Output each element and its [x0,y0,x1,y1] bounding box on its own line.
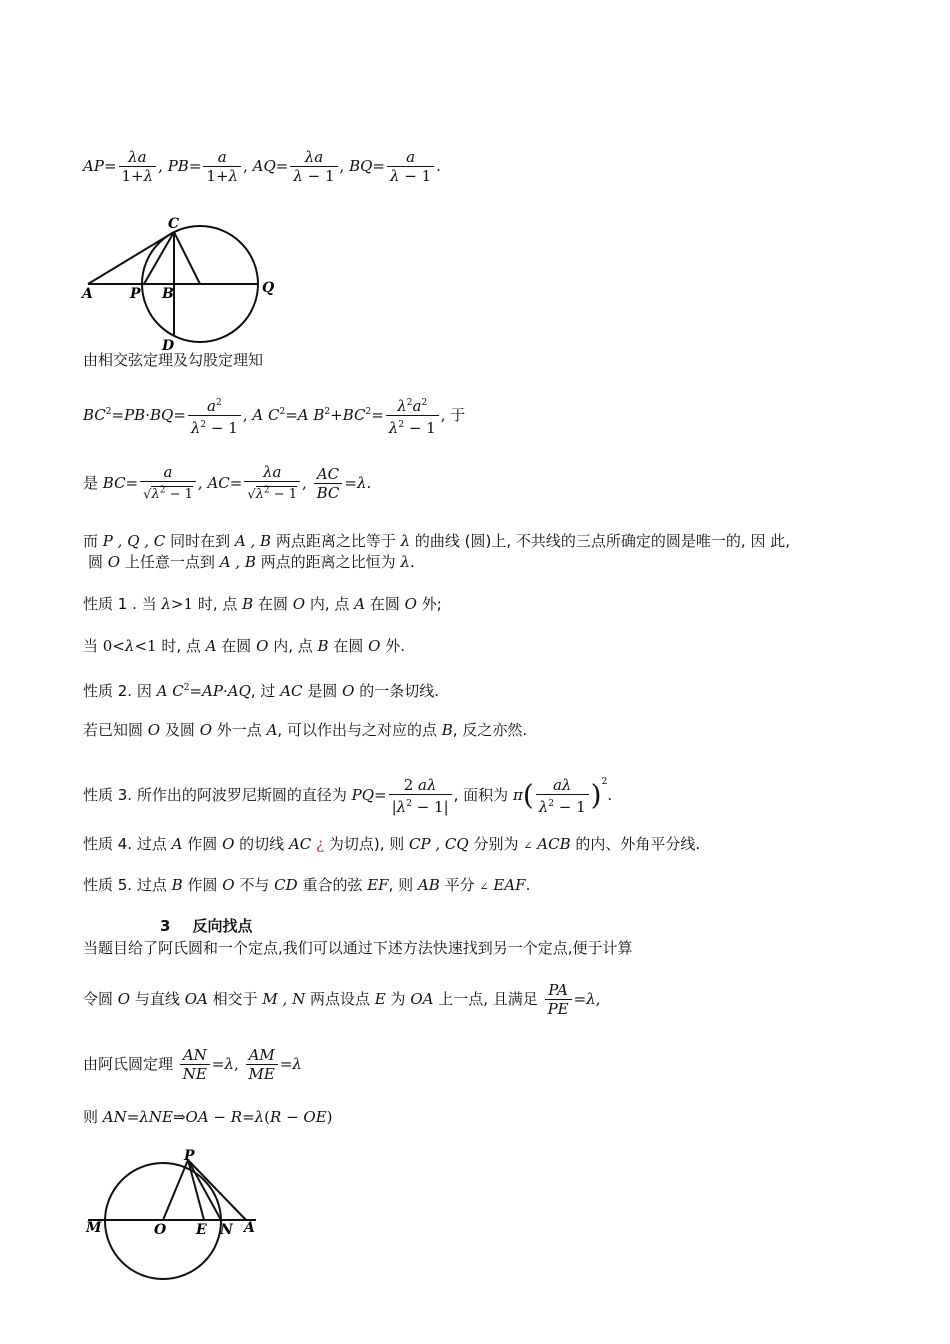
text-property-5: 性质 5. 过点 B 作圆 O 不与 CD 重合的弦 EF, 则 AB 平分 ∠ EAF. [83,876,531,894]
text-apollonius-theorem: 由阿氏圆定理 $\frac{AN}{NE}$ =λ, $\frac{AM}{ME}$ =λ [83,1046,302,1083]
text-intro: 当题目给了阿氏圆和一个定点,我们可以通过下述方法快速找到另一个定点,便于计算 [83,939,633,957]
text-circle-unique-1: 而 P , Q , C 同时在到 A , B 两点距离之比等于 λ 的曲线 (圆)上, 不共线的三点所确定的圆是唯一的, 因 此, [83,532,790,550]
section-title: 反向找点 [192,917,253,935]
text-property-4: 性质 4. 过点 A 作圆 O 的切线 AC ¿ 为切点), 则 CP , CQ 分别为 ∠ ACB 的内、外角平分线. [83,835,701,853]
label-A: A [244,1220,255,1236]
text-circle-unique-2: 圆 O 上任意一点到 A , B 两点的距离之比恒为 λ. [88,553,415,571]
text-property-3: 性质 3. 所作出的阿波罗尼斯圆的直径为 PQ= $\frac{2 a\lambda}{|\lambda^2 - 1|}$ , 面积为 π( $\frac{a\lambda}{\lambda^2 - 1}$ )$^2$. [83,775,613,816]
diagram-reverse-point [84,1148,274,1284]
text-then: 则 AN=λNE⇒OA − R=λ(R − OE) [83,1108,333,1126]
formula-line-1: AP= $\frac{\lambda a}{1+\lambda}$ , PB= $\frac{a}{1+\lambda}$ , AQ= $\frac{\lambda a}{\lambda - 1}$ , BQ= $\frac{a}{\lambda - 1}$ . [83,148,441,185]
label-A: A [82,286,93,302]
label-O: O [154,1222,167,1238]
section-number: 3 [160,917,171,935]
formula-bc-squared: $BC^2=PB\cdot BQ=$ $\frac{a^2}{\lambda^2 - 1}$ , A $C^2=A$ $B^2+BC^2=$ $\frac{\lambda^2a^2}{\lambda^2 - 1}$ , 于 [83,394,465,437]
text-property-1: 性质 1 . 当 λ>1 时, 点 B 在圆 O 内, 点 A 在圆 O 外; [83,595,442,613]
text-known-circle: 若已知圆 O 及圆 O 外一点 A, 可以作出与之对应的点 B, 反之亦然. [83,721,528,739]
section-heading [160,916,252,936]
text-property-1-case2: 当 0<λ<1 时, 点 A 在圆 O 内, 点 B 在圆 O 外. [83,637,405,655]
label-N: N [220,1222,233,1238]
text-let-circle: 令圆 O 与直线 OA 相交于 M , N 两点设点 E 为 OA 上一点, 且满足 $\frac{PA}{PE}$ =λ, [83,981,601,1018]
label-C: C [168,216,180,232]
label-D: D [162,338,175,354]
label-B: B [162,286,174,302]
label-Q: Q [262,280,275,296]
label-M: M [86,1220,102,1236]
label-P: P [184,1148,195,1164]
label-E: E [196,1222,207,1238]
text-property-2: 性质 2. 因 A $C^2=AP\cdot AQ$, 过 AC 是圆 O 的一条切线. [83,682,439,700]
label-P: P [130,286,141,302]
diagram-apollonius-circle [78,214,288,354]
formula-bc-ac: 是 BC= $\frac{a}{√\lambda^2 - 1}$ , AC= $\frac{\lambda a}{√\lambda^2 - 1}$ , $\frac{AC}{BC}$ =λ. [83,463,372,503]
text-intersecting-chords: 由相交弦定理及勾股定理知 [83,351,264,369]
